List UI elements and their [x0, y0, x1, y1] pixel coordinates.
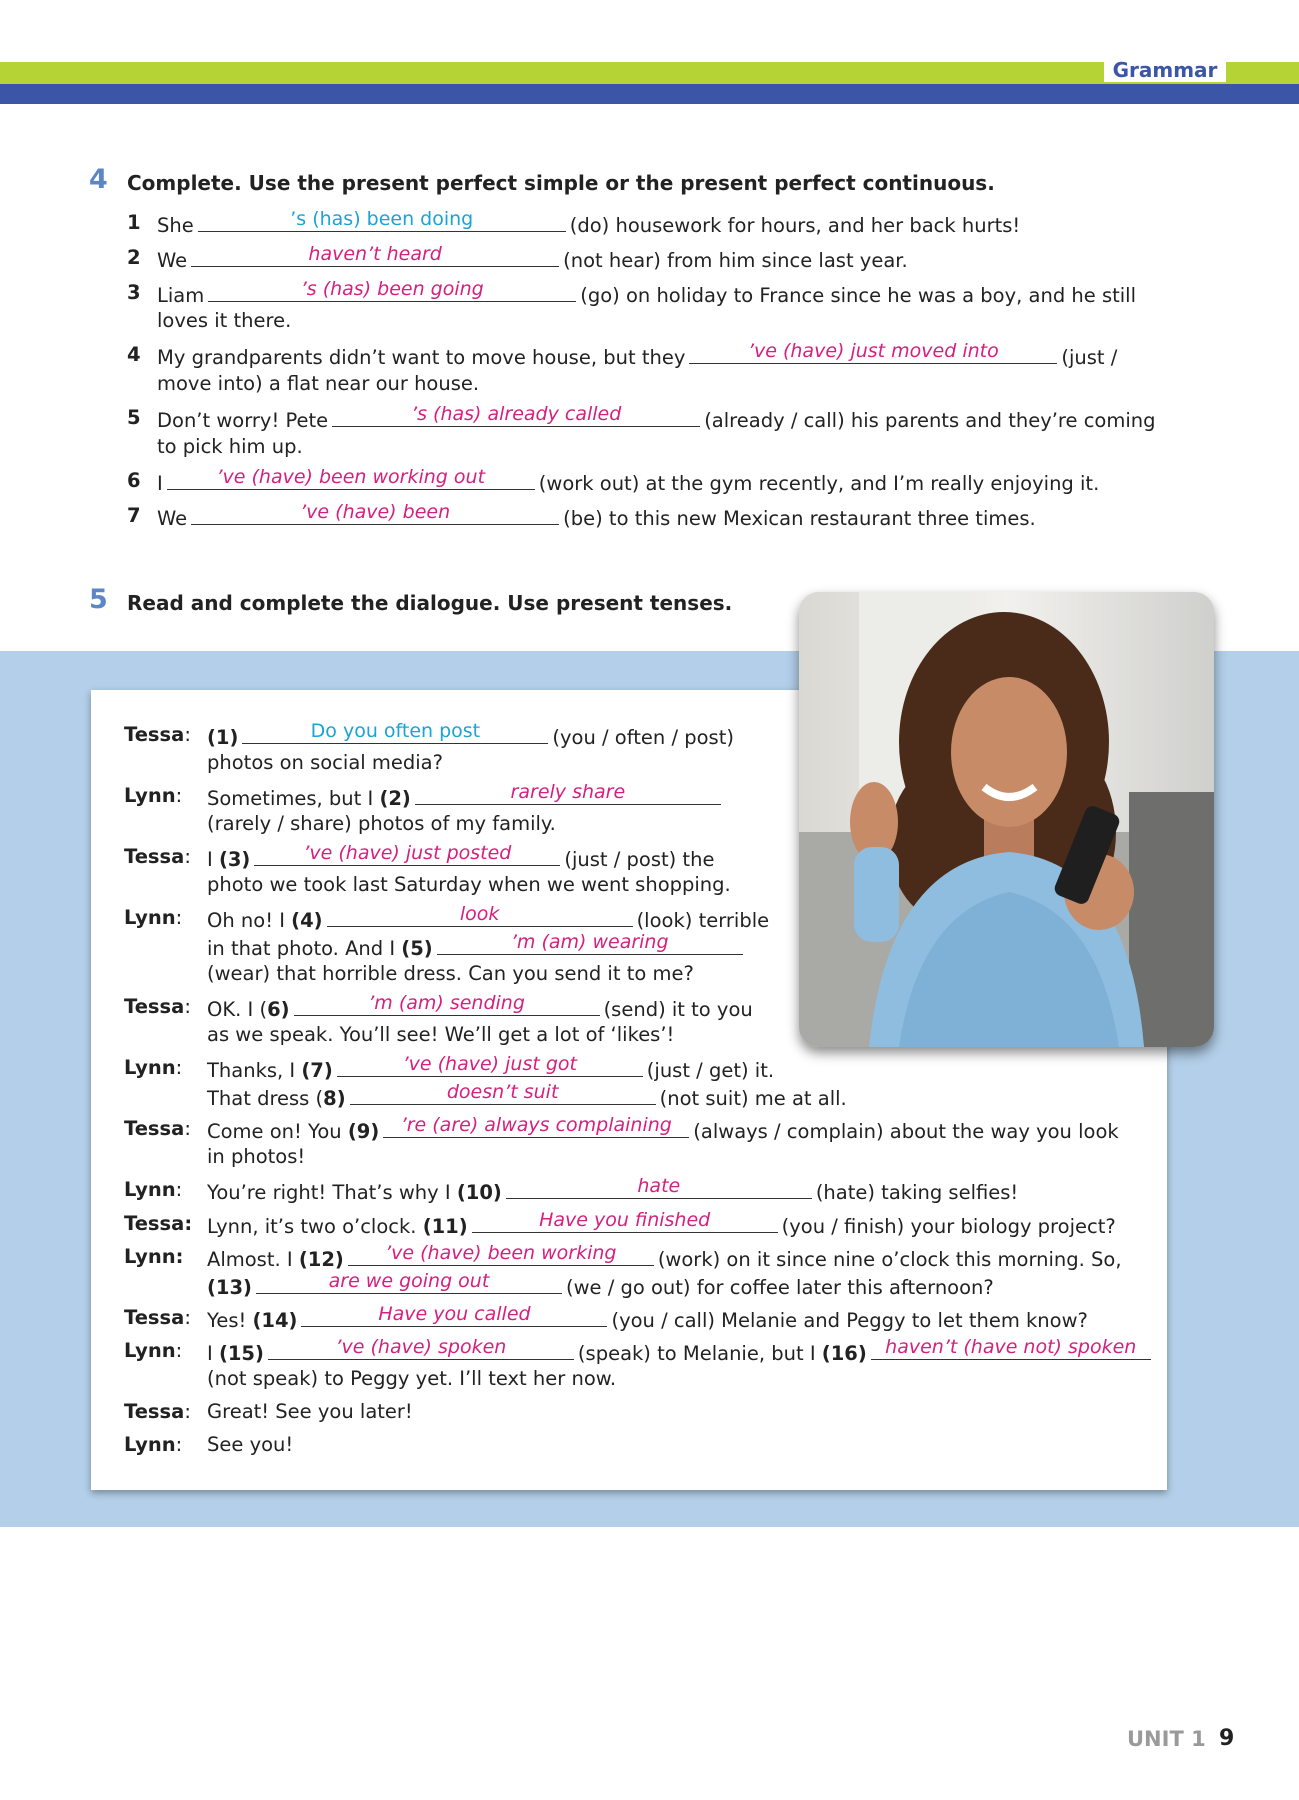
item-number: 3	[127, 281, 141, 304]
dialogue-text: See you!	[207, 1433, 294, 1456]
section-tab: Grammar	[1104, 58, 1226, 82]
item-number: 2	[127, 246, 141, 269]
exercise-4-instruction: Complete. Use the present perfect simple or the present perfect continuous.	[127, 171, 995, 195]
dialogue-continuation: as we speak. You’ll see! We’ll get a lot of ‘likes’!	[207, 1023, 675, 1046]
answer-blank[interactable]	[191, 244, 559, 267]
speaker-name: Tessa	[124, 1306, 185, 1329]
answer-text: ’ve (have) just posted	[303, 842, 512, 864]
page-number: 9	[1219, 1726, 1235, 1751]
dialogue-line: Tessa:	[124, 1212, 193, 1235]
answer-text: hate	[637, 1175, 681, 1197]
unit-label: UNIT 1	[1127, 1727, 1206, 1751]
list-item: She ’s (has) been doing (do) housework for hours, and her back hurts!	[157, 208, 1021, 237]
answer-text: ’ve (have) just got	[402, 1053, 577, 1075]
dialogue-text: Come on! You (9) ’re (are) always complaining (always / complain) about the way you look	[207, 1114, 1119, 1143]
answer-blank[interactable]	[348, 1243, 654, 1266]
item-number: 1	[127, 211, 141, 234]
speaker-name: Lynn	[124, 1339, 176, 1362]
dialogue-text: OK. I (6) ’m (am) sending (send) it to you	[207, 992, 753, 1021]
answer-text: ’s (has) already called	[411, 403, 622, 425]
answer-text: ’ve (have) spoken	[335, 1336, 507, 1358]
list-item-continuation: move into) a flat near our house.	[157, 372, 480, 395]
answer-text: ’m (am) wearing	[510, 931, 669, 953]
list-item-continuation: loves it there.	[157, 309, 292, 332]
dialogue-line: Lynn:	[124, 906, 183, 929]
speaker-name: Lynn	[124, 784, 176, 807]
dialogue-line: Lynn:	[124, 1339, 183, 1362]
dialogue-continuation: (not speak) to Peggy yet. I’ll text her now.	[207, 1367, 617, 1390]
answer-blank[interactable]	[198, 209, 566, 232]
answer-blank[interactable]	[415, 782, 721, 805]
dialogue-line: Tessa:	[124, 1306, 191, 1329]
answer-blank[interactable]	[294, 993, 600, 1016]
answer-blank[interactable]	[268, 1337, 574, 1360]
answer-text: ’ve (have) been working	[385, 1242, 617, 1264]
dialogue-text: Great! See you later!	[207, 1400, 413, 1423]
answer-text: haven’t (have not) spoken	[885, 1336, 1137, 1358]
dialogue-text: Lynn, it’s two o’clock. (11) Have you finished (you / finish) your biology project?	[207, 1209, 1116, 1238]
dialogue-text: I (3) ’ve (have) just posted (just / post) the	[207, 842, 715, 871]
answer-text: ’ve (have) just moved into	[747, 340, 999, 362]
photo-illustration	[799, 592, 1214, 1047]
dialogue-text: Thanks, I (7) ’ve (have) just got (just / get) it.	[207, 1053, 775, 1082]
dialogue-line: Tessa:	[124, 723, 191, 746]
speaker-name: Lynn	[124, 1056, 176, 1079]
answer-blank[interactable]	[254, 843, 560, 866]
answer-blank[interactable]	[191, 502, 559, 525]
speaker-name: Tessa	[124, 995, 185, 1018]
speaker-name: Tessa	[124, 1400, 185, 1423]
dialogue-text: Yes! (14) Have you called (you / call) Melanie and Peggy to let them know?	[207, 1303, 1088, 1332]
dialogue-continuation: in photos!	[207, 1145, 306, 1168]
dialogue-line: Lynn:	[124, 1433, 183, 1456]
dialogue-text: Almost. I (12) ’ve (have) been working (work) on it since nine o’clock this morning. So,	[207, 1242, 1122, 1271]
speaker-name: Tessa	[124, 723, 185, 746]
list-item-continuation: to pick him up.	[157, 435, 303, 458]
speaker-name: Tessa	[124, 1117, 185, 1140]
answer-text: Have you called	[378, 1303, 531, 1325]
dialogue-continuation: (rarely / share) photos of my family.	[207, 812, 556, 835]
dialogue-continuation: photos on social media?	[207, 751, 443, 774]
header-band-blue	[0, 84, 1299, 104]
dialogue-text: That dress (8) doesn’t suit (not suit) me at all.	[207, 1081, 847, 1110]
answer-blank[interactable]	[689, 341, 1057, 364]
dialogue-line: Lynn:	[124, 1178, 183, 1201]
list-item: Liam ’s (has) been going (go) on holiday to France since he was a boy, and he still	[157, 278, 1137, 307]
answer-text: Do you often post	[310, 720, 481, 742]
answer-text: Have you finished	[539, 1209, 711, 1231]
dialogue-line: Lynn:	[124, 784, 183, 807]
answer-blank[interactable]	[350, 1082, 656, 1105]
dialogue-text: in that photo. And I (5) ’m (am) wearing	[207, 932, 747, 963]
item-number: 5	[127, 406, 141, 429]
list-item: I ’ve (have) been working out (work out) at the gym recently, and I’m really enjoying it.	[157, 466, 1100, 495]
dialogue-text: (13) are we going out (we / go out) for coffee later this afternoon?	[207, 1270, 994, 1299]
answer-text: ’ve (have) been	[300, 501, 451, 523]
item-number: 6	[127, 469, 141, 492]
dialogue-line: Tessa:	[124, 1400, 191, 1423]
dialogue-text: (1) Do you often post (you / often / post)	[207, 720, 734, 749]
dialogue-line: Tessa:	[124, 845, 191, 868]
list-item: We haven’t heard (not hear) from him since last year.	[157, 243, 908, 272]
answer-text: doesn’t suit	[446, 1081, 559, 1103]
answer-text: are we going out	[328, 1270, 490, 1292]
answer-blank[interactable]	[383, 1115, 689, 1138]
dialogue-line: Lynn:	[124, 1056, 183, 1079]
item-number: 4	[127, 343, 141, 366]
speaker-name: Lynn	[124, 1178, 176, 1201]
photo-girl-with-phone	[799, 592, 1214, 1047]
list-item: My grandparents didn’t want to move house, but they ’ve (have) just moved into (just /	[157, 340, 1118, 369]
list-item: Don’t worry! Pete ’s (has) already called (already / call) his parents and they’re coming	[157, 403, 1156, 432]
answer-blank[interactable]	[506, 1176, 812, 1199]
dialogue-line: Tessa:	[124, 995, 191, 1018]
answer-text: ’ve (have) been working out	[216, 466, 486, 488]
speaker-name: Lynn	[124, 1433, 176, 1456]
speaker-name: Lynn	[124, 906, 176, 929]
speaker-name: Tessa	[124, 845, 185, 868]
answer-text: ’s (has) been doing	[290, 208, 474, 230]
answer-text: rarely share	[510, 781, 626, 803]
answer-blank[interactable]	[208, 279, 576, 302]
speaker-name: Tessa	[124, 1212, 185, 1235]
exercise-5-instruction: Read and complete the dialogue. Use present tenses.	[127, 591, 733, 615]
answer-blank[interactable]	[242, 721, 548, 744]
answer-text: ’s (has) been going	[300, 278, 484, 300]
dialogue-line: Tessa:	[124, 1117, 191, 1140]
answer-text: haven’t heard	[308, 243, 442, 265]
answer-text: ’m (am) sending	[368, 992, 525, 1014]
dialogue-line: Lynn:	[124, 1245, 184, 1268]
answer-text: look	[459, 903, 500, 925]
dialogue-continuation: photo we took last Saturday when we went shopping.	[207, 873, 731, 896]
dialogue-continuation: (wear) that horrible dress. Can you send it to me?	[207, 962, 694, 985]
answer-blank[interactable]	[437, 932, 743, 955]
speaker-name: Lynn	[124, 1245, 176, 1268]
answer-blank[interactable]	[871, 1337, 1151, 1360]
answer-text: ’re (are) always complaining	[400, 1114, 672, 1136]
dialogue-text: Sometimes, but I (2) rarely share	[207, 782, 725, 813]
answer-blank[interactable]	[327, 904, 633, 927]
dialogue-text: I (15) ’ve (have) spoken (speak) to Melanie, but I (16) haven’t (have not) spoken	[207, 1337, 1155, 1368]
dialogue-text: Oh no! I (4) look (look) terrible	[207, 903, 770, 932]
answer-blank[interactable]	[301, 1304, 607, 1327]
answer-blank[interactable]	[337, 1054, 643, 1077]
exercise-4-number: 4	[89, 164, 108, 195]
list-item: We ’ve (have) been (be) to this new Mexican restaurant three times.	[157, 501, 1036, 530]
answer-blank[interactable]	[167, 467, 535, 490]
dialogue-text: You’re right! That’s why I (10) hate (hate) taking selfies!	[207, 1175, 1019, 1204]
item-number: 7	[127, 504, 141, 527]
answer-blank[interactable]	[472, 1210, 778, 1233]
answer-blank[interactable]	[256, 1271, 562, 1294]
exercise-5-number: 5	[89, 584, 108, 615]
answer-blank[interactable]	[332, 404, 700, 427]
